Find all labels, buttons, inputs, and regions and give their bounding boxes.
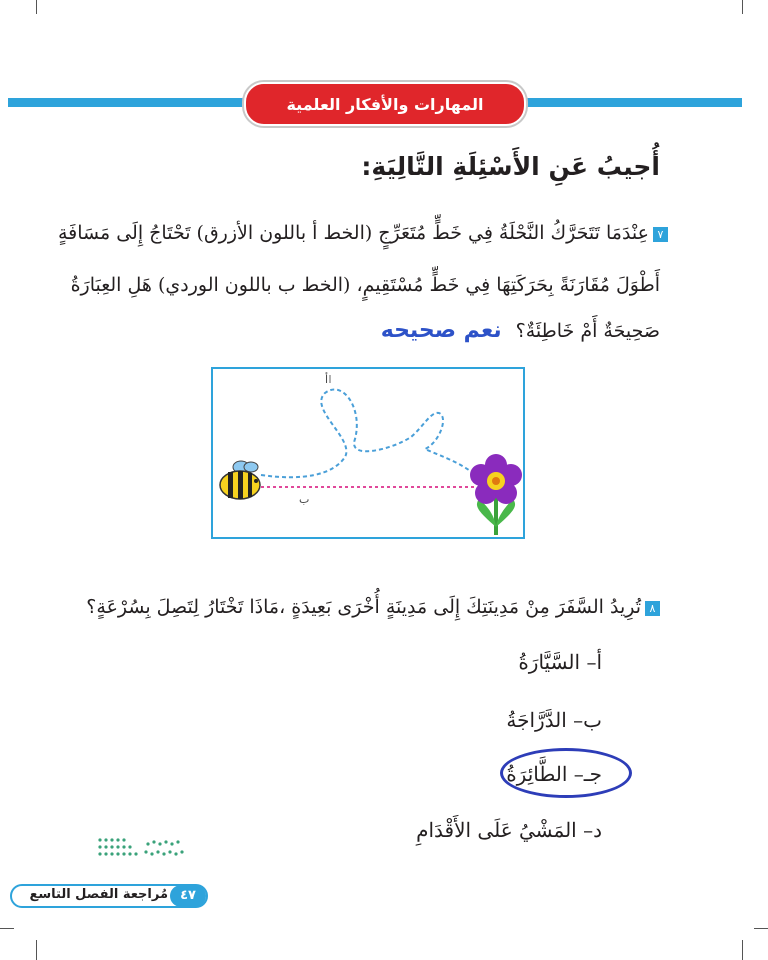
question-number-8: ٨ bbox=[645, 601, 660, 616]
handwritten-answer: نعم صحيحه bbox=[380, 318, 502, 343]
curvy-path-a bbox=[261, 389, 481, 481]
option-a: أ– السَّيَّارَةُ bbox=[518, 650, 602, 674]
question-8-text: تُرِيدُ السَّفَرَ مِنْ مَدِينَتِكَ إِلَى مَدِينَةٍ أُخْرَى بَعِيدَةٍ ،مَاذَا تَخْتَارُ لِتَصِلَ بِسُرْعَةٍ؟ bbox=[86, 596, 641, 618]
section-banner-title: المهارات والأفكار العلمية bbox=[286, 94, 484, 114]
page-number: ٤٧ bbox=[170, 885, 206, 907]
bee-icon bbox=[220, 461, 260, 499]
flower-icon bbox=[470, 454, 522, 535]
crop-mark bbox=[36, 940, 37, 960]
page-heading: أُجيبُ عَنِ الأَسْئِلَةِ التَّالِيَةِ: bbox=[361, 152, 660, 181]
footer-chapter-title: مُراجعة الفصل التاسع bbox=[29, 887, 168, 902]
crop-mark bbox=[36, 0, 37, 14]
section-banner bbox=[244, 82, 526, 126]
option-c: جـ– الطَّائِرَةُ bbox=[506, 762, 602, 786]
question-7-line-1 bbox=[58, 222, 668, 244]
crop-mark bbox=[0, 928, 14, 929]
question-7-line-2: أَطْوَلَ مُقَارَنَةً بِحَرَكَتِهَا فِي خَطٍّ مُسْتَقِيمٍ، (الخط ب باللون الوردي) هَلِ العِبَارَةُ bbox=[70, 274, 660, 296]
crop-mark bbox=[742, 940, 743, 960]
question-number-7: ٧ bbox=[653, 227, 668, 242]
question-7-text-3: صَحِيحَةٌ أَمْ خَاطِئَةٌ؟ bbox=[515, 320, 660, 342]
question-8 bbox=[86, 596, 660, 618]
crop-mark bbox=[754, 928, 768, 929]
option-d: د– المَشْيُ عَلَى الأَقْدَامِ bbox=[416, 818, 602, 842]
bee-path-figure bbox=[211, 367, 525, 539]
figure-drawing bbox=[213, 369, 523, 537]
ministry-logo-icon bbox=[96, 836, 186, 860]
option-b: ب– الدَّرَّاجَةُ bbox=[506, 708, 602, 732]
selected-answer-circle bbox=[500, 748, 632, 798]
question-7-line-3 bbox=[381, 318, 660, 343]
question-7-text-1: عِنْدَمَا تَتَحَرَّكُ النَّحْلَةُ فِي خَطٍّ مُتَعَرِّجٍ (الخط أ باللون الأزرق) تَحْتَاجُ إِلَى مَسَافَةٍ bbox=[57, 222, 649, 244]
label-a: أ bbox=[325, 373, 329, 386]
crop-mark bbox=[742, 0, 743, 14]
label-b: ب bbox=[299, 493, 310, 506]
